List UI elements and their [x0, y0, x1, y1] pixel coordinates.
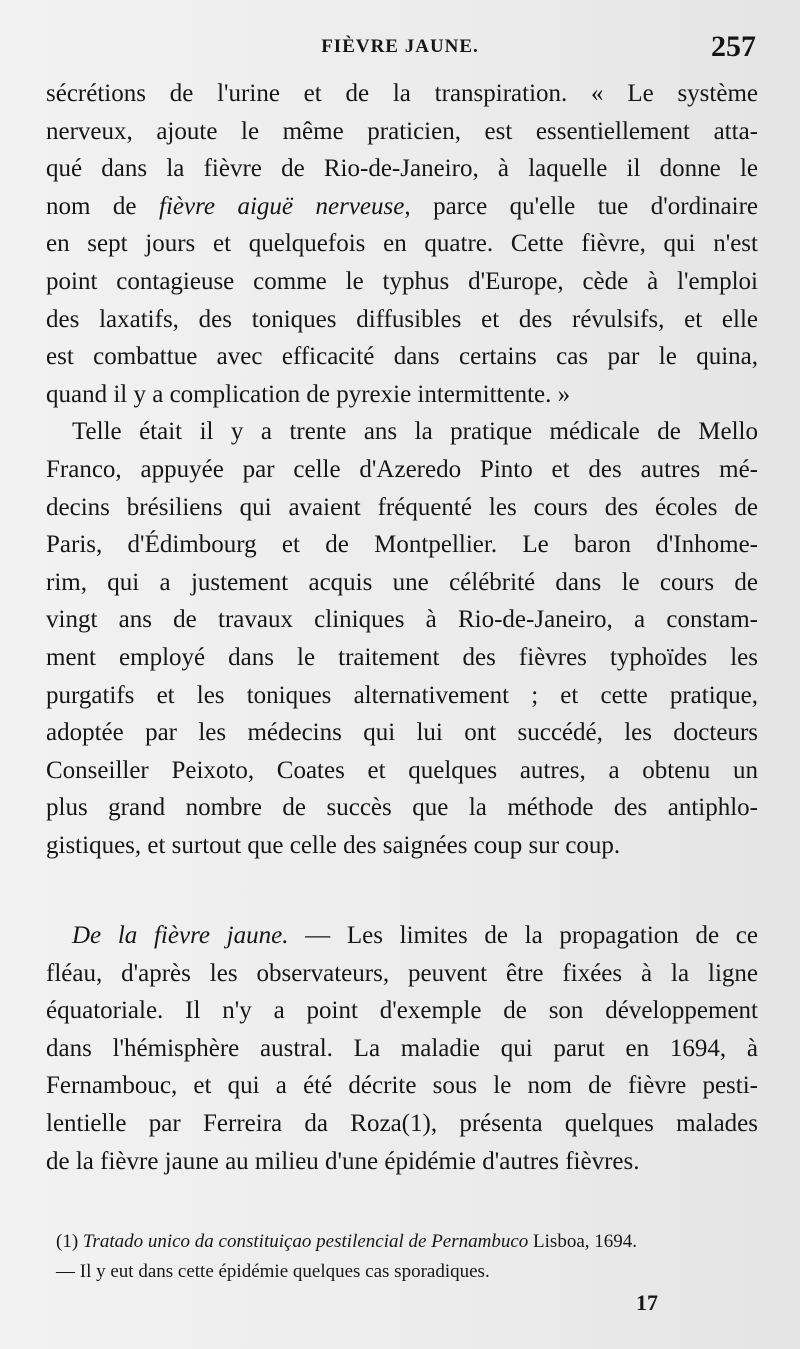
text-line: Franco, appuyée par celle d'Azeredo Pinto et des autres mé-: [46, 455, 758, 483]
running-title: FIÈVRE JAUNE.: [321, 36, 479, 57]
text-line: des laxatifs, des toniques diffusibles et des révulsifs, et elle: [46, 305, 758, 333]
footnote-publisher: Lisboa, 1694.: [528, 1231, 638, 1252]
footnotes: [56, 1227, 761, 1287]
text-line: Telle était il y a trente ans la pratique médicale de Mello: [72, 418, 758, 446]
text-line: purgatifs et les toniques alternativement ; et cette pratique,: [46, 681, 758, 709]
text-segment: nom de: [46, 192, 160, 220]
footnote-continuation: — Il y eut dans cette épidémie quelques cas sporadiques.: [56, 1261, 490, 1282]
text-line: dans l'hémisphère austral. La maladie qui parut en 1694, à: [46, 1034, 758, 1062]
text-line: Fernambouc, et qui a été décrite sous le nom de fièvre pesti-: [46, 1072, 758, 1100]
text-line: point contagieuse comme le typhus d'Europe, cède à l'emploi: [46, 267, 758, 295]
text-line: rim, qui a justement acquis une célébrité dans le cours de: [46, 568, 758, 596]
text-line: est combattue avec efficacité dans certains cas par le quina,: [46, 343, 758, 371]
text-line: [46, 917, 758, 955]
text-line: nerveux, ajoute le même praticien, est essentiellement atta-: [46, 117, 758, 145]
text-line: qué dans la fièvre de Rio-de-Janeiro, à laquelle il donne le: [46, 155, 758, 183]
footnote-title: Tratado unico da constituiçao pestilencial de Pernambuco: [82, 1231, 529, 1252]
text-line: en sept jours et quelquefois en quatre. Cette fièvre, qui n'est: [46, 230, 758, 258]
text-line: vingt ans de travaux cliniques à Rio-de-Janeiro, a constam-: [46, 606, 758, 634]
paragraph-2: [46, 413, 758, 864]
text-line: Conseiller Peixoto, Coates et quelques autres, a obtenu un: [46, 756, 758, 784]
text-line: decins brésiliens qui avaient fréquenté les cours des écoles de: [46, 493, 758, 521]
paragraph-3: [46, 917, 758, 1180]
text-line: fléau, d'après les observateurs, peuvent être fixées à la ligne: [46, 959, 758, 987]
text-line: quand il y a complication de pyrexie intermittente. »: [46, 380, 571, 408]
text-line: Paris, d'Édimbourg et de Montpellier. Le baron d'Inhome-: [46, 531, 758, 559]
italic-text: De la fièvre jaune.: [72, 922, 289, 949]
text-segment: — Les limites de la propagation de ce: [288, 922, 758, 949]
text-line: ment employé dans le traitement des fièvres typhoïdes les: [46, 643, 758, 671]
paragraph-1: [46, 75, 758, 413]
text-segment: , parce qu'elle tue d'ordinaire: [404, 192, 758, 220]
text-line: lentielle par Ferreira da Roza(1), présenta quelques malades: [46, 1109, 758, 1137]
text-line: équatoriale. Il n'y a point d'exemple de son développement: [46, 997, 758, 1025]
italic-text: fièvre aiguë nerveuse: [159, 192, 405, 220]
text-line: de la fièvre jaune au milieu d'une épidémie d'autres fièvres.: [46, 1147, 640, 1175]
signature-mark: 17: [636, 1290, 658, 1315]
text-line: adoptée par les médecins qui lui ont succédé, les docteurs: [46, 719, 758, 747]
footnote-marker: (1): [56, 1231, 79, 1252]
text-line: gistiques, et surtout que celle des saignées coup sur coup.: [46, 831, 621, 859]
text-line: [46, 188, 758, 226]
text-line: plus grand nombre de succès que la méthode des antiphlo-: [46, 794, 758, 822]
text-line: sécrétions de l'urine et de la transpiration. « Le système: [46, 80, 758, 107]
body-text: [46, 75, 758, 864]
page-number: 257: [711, 30, 756, 63]
footnote-1: [56, 1227, 761, 1257]
